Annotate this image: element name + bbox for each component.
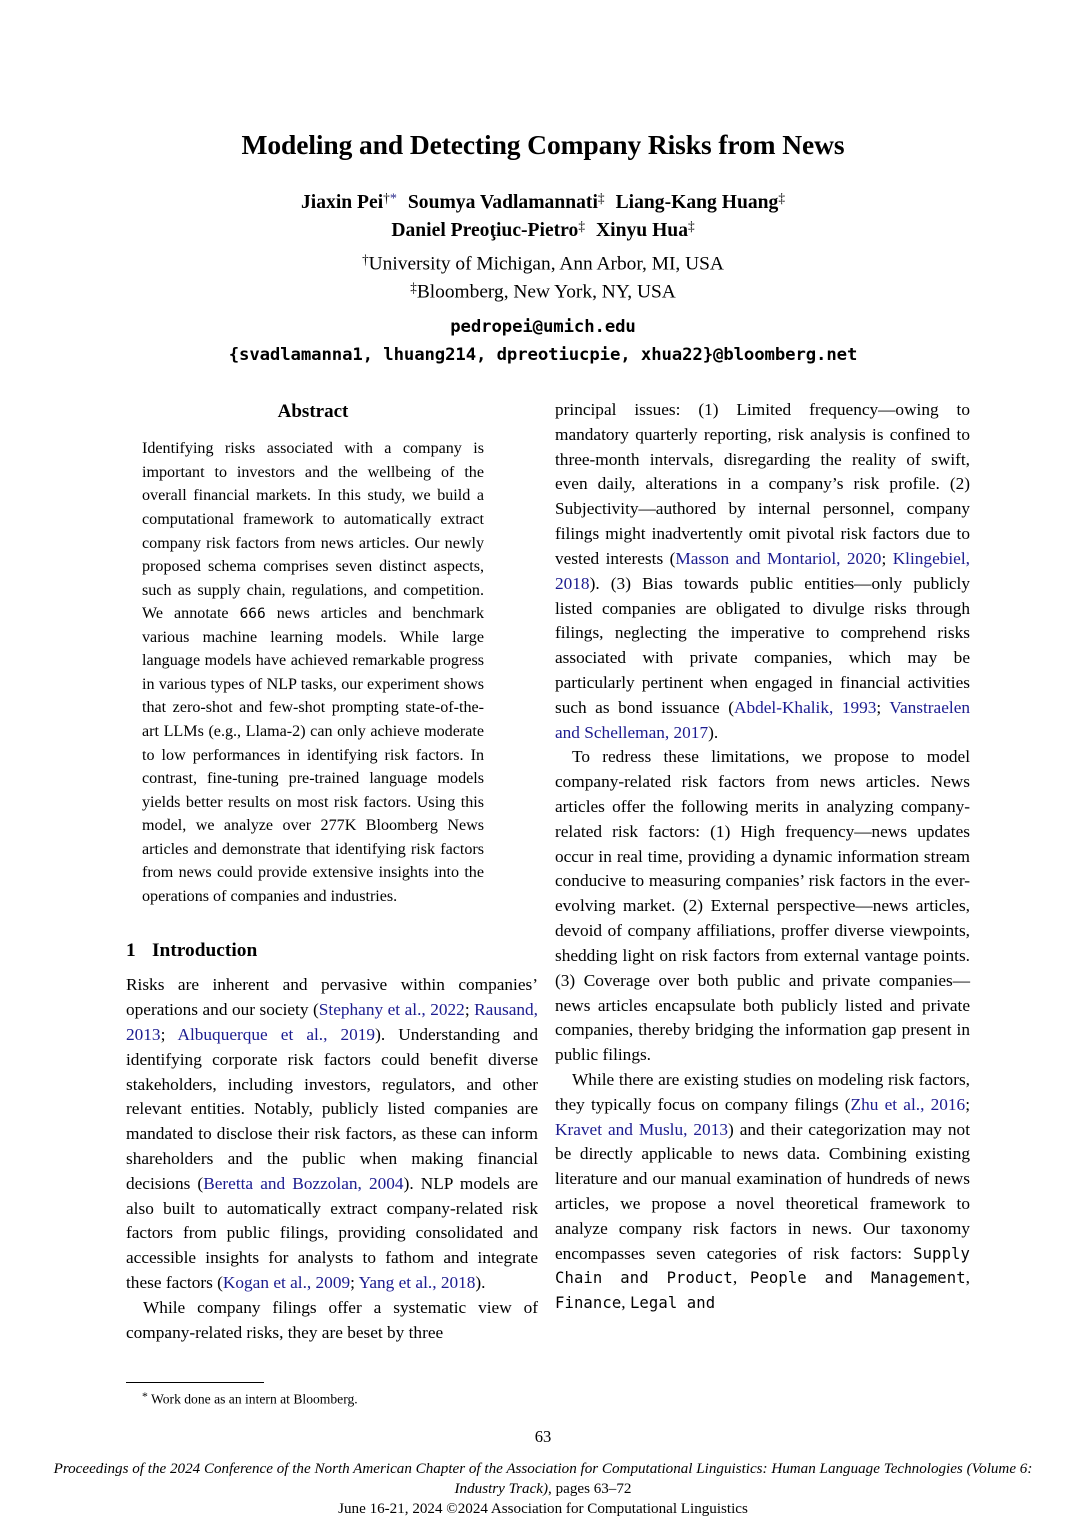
- text-run: ;: [876, 697, 890, 717]
- section-number: 1: [126, 939, 136, 961]
- footnote-intern-note: [126, 1389, 538, 1409]
- affiliation-text: Bloomberg, New York, NY, USA: [416, 281, 676, 303]
- risk-category-people-and-management: People and Management: [749, 1269, 966, 1288]
- text-run: ) and their categorization may not be directly applicable to news data. Combining existing literature and our manual examination of hundreds of news articles, we propose a novel theoretical framework to analyze company risk factors in news. Our taxonomy encompasses seven categories of risk factors:: [555, 1119, 970, 1263]
- citation-zhu-2016[interactable]: Zhu et al., 2016: [850, 1094, 966, 1114]
- text-run: ). Understanding and identifying corporate risk factors could benefit diverse stakeholders, including investors, regulators, and other relevant entities. Notably, publicly listed companies are mandated to disclose their risk factors, as these can inform shareholders and the public when making financial decisions (: [126, 1024, 538, 1193]
- abstract-heading: Abstract: [277, 401, 349, 422]
- affiliation-mark: ‡: [597, 190, 605, 206]
- citation-vanstraelen-schelleman-2017[interactable]: Vanstraelen and Schelleman, 2017: [555, 697, 970, 742]
- author-name: Xinyu Hua: [595, 219, 689, 241]
- intro-paragraph-4: To redress these limitations, we propose to model company-related risk factors from news articles. News articles offer the following merits in analyzing company-related risk factors: (1) High frequency—news updates occur in real time, providing a dynamic information stream conducive to measuring companies’ risk factors in the ever-evolving market. (2) External perspective—news articles, devoid of company affiliations, proffer diverse viewpoints, shedding light on risk factors from external vantage points. (3) Coverage over both public and private companies—news articles encapsulate both publicly listed and private companies, thereby bridging the information gap present in public filings.: [555, 747, 970, 1065]
- proceedings-pages: , pages 63–72: [548, 1481, 632, 1498]
- affiliation-text: University of Michigan, Ann Arbor, MI, USA: [368, 253, 724, 275]
- affiliation-mark: ‡: [410, 280, 417, 296]
- footnote-mark: *: [389, 190, 397, 207]
- intro-paragraph-5: [555, 1068, 970, 1316]
- citation-yang-2018[interactable]: Yang et al., 2018: [358, 1273, 476, 1293]
- risk-category-legal-and: Legal and: [629, 1294, 716, 1313]
- author-jiaxin-pei: [301, 192, 397, 213]
- proceedings-line-1: [18, 1459, 1068, 1479]
- text-run: Risks are inherent and pervasive within companies’ operations and our society (: [126, 975, 538, 1020]
- text-run: ;: [350, 1273, 359, 1293]
- footnote-mark: *: [142, 1390, 148, 1403]
- footnote-text: Work done as an intern at Bloomberg.: [151, 1391, 358, 1407]
- citation-beretta-bozzolan-2004[interactable]: Beretta and Bozzolan, 2004: [203, 1173, 404, 1193]
- author-name: Jiaxin Pei: [300, 192, 384, 214]
- abstract-text: [142, 437, 484, 908]
- text-run: ).: [708, 722, 719, 742]
- author-daniel-preotiuc-pietro: [391, 220, 585, 241]
- affiliation-mark: †: [383, 190, 390, 206]
- affiliation-mark: ‡: [688, 218, 695, 234]
- proceedings-title: Proceedings of the 2024 Conference of the North American Chapter of the Association for Computational Linguistics: Human Language Technologies (Volume 6:: [53, 1461, 1033, 1477]
- title-block: [113, 128, 973, 369]
- author-line-2: [113, 217, 973, 245]
- left-column: [126, 398, 538, 1346]
- section-heading-introduction: [126, 937, 538, 965]
- abstract-part-1: Identifying risks associated with a company is important to investors and the wellbeing of the overall financial markets. In this study, we build a computational framework to automatically extract company risk factors from news articles. Our newly proposed schema comprises seven distinct aspects, such as supply chain, regulations, and competition. We annotate: [142, 440, 484, 623]
- abstract-part-2: news articles and benchmark various machine learning models. While large language models have achieved remarkable progress in various types of NLP tasks, our experiment shows that zero-shot and few-shot prompting state-of-the-art LLMs (e.g., Llama-2) can only achieve moderate to low performances in identifying risk factors. In contrast, fine-tuning pre-trained language models yields better results on most risk factors. Using this model, we analyze over 277K Bloomberg News articles and demonstrate that identifying risk factors from news could provide extensive insights into the operations of companies and industries.: [142, 605, 484, 905]
- text-run: ,: [965, 1268, 970, 1288]
- footnote-rule: [126, 1382, 264, 1383]
- author-name: Daniel Preoţiuc-Pietro: [391, 219, 579, 241]
- proceedings-line-3: June 16-21, 2024 ©2024 Association for Computational Linguistics: [338, 1501, 748, 1518]
- text-run: principal issues: (1) Limited frequency—owing to mandatory quarterly reporting, risk analysis is confined to three-month intervals, disregarding the reality of swift, even daily, alterations in a company’s risk profile. (2) Subjectivity—authored by internal personnel, company filings might inadvertently omit pivotal risk factors due to vested interests (: [555, 400, 970, 568]
- author-soumya-vadlamannati: [408, 192, 605, 213]
- footnote-block: [126, 1382, 538, 1409]
- affiliation-university-of-michigan: [113, 250, 973, 279]
- proceedings-track: Industry Track): [454, 1481, 549, 1498]
- text-run: ).: [475, 1273, 486, 1293]
- citation-klingebiel-2018[interactable]: Klingebiel, 2018: [555, 548, 970, 593]
- text-run: While there are existing studies on modeling risk factors, they typically focus on company filings (: [555, 1069, 970, 1114]
- citation-rausand-2013[interactable]: Rausand, 2013: [126, 1000, 538, 1044]
- citation-masson-montariol-2020[interactable]: Masson and Montariol, 2020: [675, 548, 882, 568]
- page-title: Modeling and Detecting Company Risks from News: [241, 129, 845, 160]
- email-umich: pedropei@umich.edu: [450, 316, 636, 337]
- author-liang-kang-huang: [616, 192, 785, 213]
- text-run: ,: [732, 1268, 750, 1288]
- citation-kogan-2009[interactable]: Kogan et al., 2009: [222, 1273, 351, 1293]
- affiliation-bloomberg: [113, 278, 973, 307]
- proceedings-line-2: [18, 1479, 1068, 1499]
- author-list: [113, 188, 973, 368]
- author-xinyu-hua: [596, 220, 695, 241]
- text-run: ;: [881, 548, 893, 568]
- email-bloomberg: {svadlamanna1, lhuang214, dpreotiucpie, xhua22}@bloomberg.net: [228, 345, 858, 366]
- page-number: 63: [534, 1427, 552, 1446]
- author-name: Liang-Kang Huang: [615, 192, 779, 214]
- risk-category-finance: Finance: [555, 1294, 622, 1313]
- citation-stephany-2022[interactable]: Stephany et al., 2022: [318, 1000, 465, 1020]
- text-run: ). (3) Bias towards public entities—only publicly listed companies are obligated to divulge risks through filings, neglecting the imperative to comprehend risks associated with private companies, which may be particularly pertinent when engaged in financial activities such as bond issuance (: [555, 573, 970, 717]
- citation-kravet-muslu-2013[interactable]: Kravet and Muslu, 2013: [555, 1119, 728, 1139]
- text-run: ;: [464, 1000, 475, 1020]
- author-line-1: [113, 188, 973, 216]
- intro-paragraph-2: While company filings offer a systematic view of company-related risks, they are beset by three: [126, 1297, 538, 1342]
- section-title: Introduction: [152, 939, 258, 961]
- citation-abdel-khalik-1993[interactable]: Abdel-Khalik, 1993: [733, 697, 877, 717]
- proceedings-citation: [18, 1459, 1068, 1519]
- risk-category-supply-chain-and-product: Supply Chain and Product: [555, 1244, 970, 1288]
- text-run: ,: [621, 1293, 630, 1313]
- abstract-section: [142, 398, 484, 909]
- annotated-article-count: 666: [239, 606, 266, 623]
- citation-albuquerque-2019[interactable]: Albuquerque et al., 2019: [177, 1024, 376, 1044]
- intro-paragraph-3: [555, 398, 970, 745]
- right-column: [555, 398, 970, 1316]
- affiliation-mark: †: [362, 251, 369, 267]
- text-run: ;: [160, 1024, 178, 1044]
- text-run: ). NLP models are also built to automatically extract company-related risk factors from public filings, providing consolidated and accessible insights for analysts to fathom and integrate these factors (: [126, 1173, 539, 1293]
- intro-paragraph-1: [126, 973, 538, 1296]
- affiliation-mark: ‡: [578, 218, 585, 234]
- text-run: ;: [965, 1094, 970, 1114]
- affiliation-mark: ‡: [778, 190, 786, 206]
- author-name: Soumya Vadlamannati: [407, 192, 598, 214]
